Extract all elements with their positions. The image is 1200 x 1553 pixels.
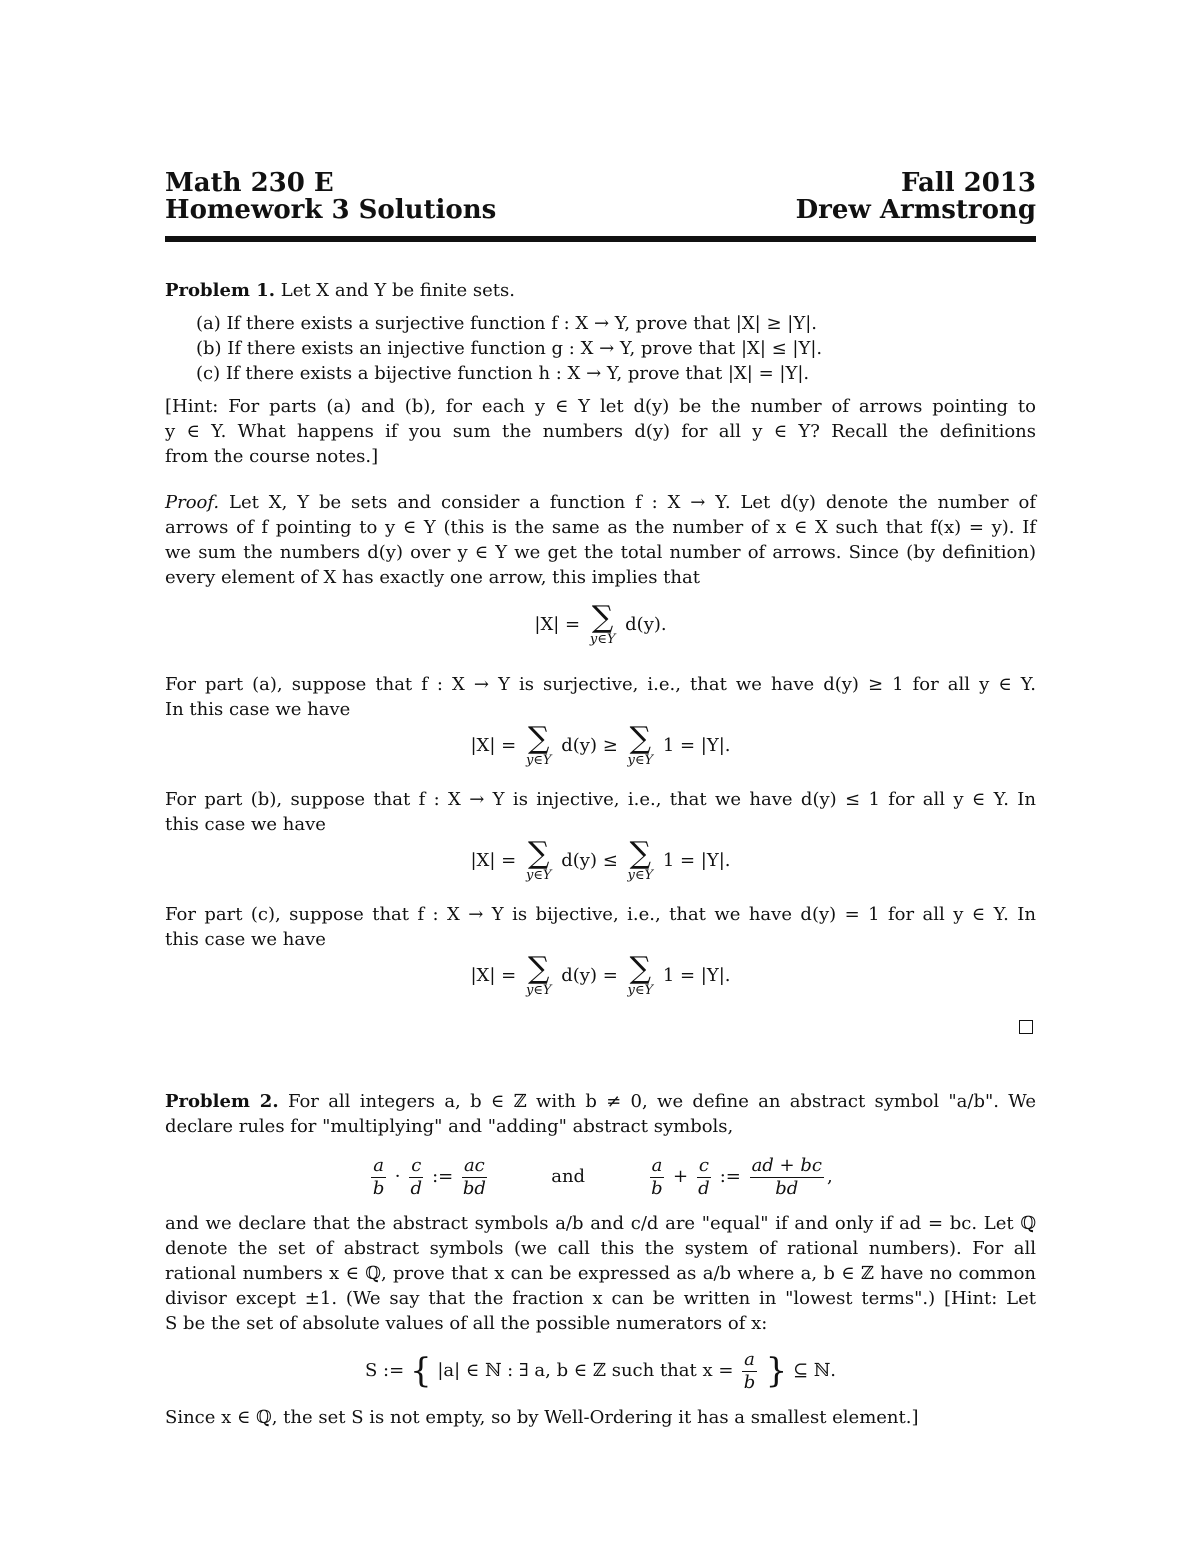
summation-index: y∈Y: [525, 868, 552, 883]
summation: ∑ y∈Y: [525, 951, 552, 998]
problem2-line: denote the set of abstract symbols (we call this the system of rational numbers). For all: [165, 1238, 1036, 1259]
equation-mid: d(y) ≤: [561, 850, 618, 871]
summation-index: y∈Y: [627, 868, 654, 883]
header-rule: [165, 236, 1036, 242]
fraction: $\frac{a}{b}$: [651, 1154, 663, 1199]
part-c-line: this case we have: [165, 929, 326, 950]
summation: ∑ y∈Y: [627, 721, 654, 768]
summation: ∑ y∈Y: [589, 600, 616, 647]
display-equation: [165, 600, 1036, 663]
summation: ∑ y∈Y: [627, 836, 654, 883]
fraction: $\frac{a}{b}$: [743, 1348, 756, 1393]
part-b-line: this case we have: [165, 814, 326, 835]
equation-rhs: 1 = |Y|.: [662, 850, 731, 871]
problem2-line: rational numbers x ∈ ℚ, prove that x can be expressed as a/b where a, b ∈ ℤ have no common: [165, 1263, 1036, 1284]
problem1-item-a: (a) If there exists a surjective function f : X → Y, prove that |X| ≥ |Y|.: [196, 313, 817, 334]
proof-line: we sum the numbers d(y) over y ∈ Y we get the total number of arrows. Since (by definition): [165, 542, 1036, 563]
equation-mid: d(y) ≥: [561, 735, 618, 756]
summation: ∑ y∈Y: [627, 951, 654, 998]
definition-symbol: :=: [432, 1166, 454, 1187]
summation-index: y∈Y: [627, 983, 654, 998]
equation-lhs: |X| =: [470, 735, 517, 756]
summation-index: y∈Y: [589, 632, 616, 647]
set-body: |a| ∈ ℕ : ∃ a, b ∈ ℤ such that x =: [437, 1360, 734, 1381]
display-equation: [165, 721, 1036, 784]
part-a-line: In this case we have: [165, 699, 351, 720]
problem1-statement: [165, 278, 1036, 303]
problem2-line: divisor except ±1. (We say that the fraction x can be written in "lowest terms".) [Hint: Let: [165, 1288, 1036, 1309]
rules-equation: [165, 1152, 1036, 1204]
problem2-text: For all integers a, b ∈ ℤ with b ≠ 0, we define an abstract symbol "a/b". We: [287, 1091, 1036, 1112]
proof-line: arrows of f pointing to y ∈ Y (this is the same as the number of x ∈ X such that f(x) = y). If: [165, 517, 1036, 538]
summation-index: y∈Y: [627, 753, 654, 768]
problem1-item-b: (b) If there exists an injective function g : X → Y, prove that |X| ≤ |Y|.: [196, 338, 823, 359]
problem2-line: declare rules for "multiplying" and "adding" abstract symbols,: [165, 1116, 734, 1137]
problem2-label: Problem 2.: [165, 1091, 279, 1112]
display-equation: [165, 836, 1036, 899]
equation-rhs: d(y).: [625, 614, 667, 635]
fraction: $\frac{ac}{bd}$: [462, 1154, 486, 1199]
set-lhs: S :=: [365, 1360, 405, 1381]
problem1-item-c: (c) If there exists a bijective function h : X → Y, prove that |X| = |Y|.: [196, 363, 810, 384]
qed-square-icon: [1019, 1020, 1033, 1034]
set-equation: [165, 1346, 1036, 1398]
summation: ∑ y∈Y: [525, 836, 552, 883]
hint-line: [Hint: For parts (a) and (b), for each y ∈ Y let d(y) be the number of arrows pointing to: [165, 396, 1036, 417]
left-brace: {: [409, 1351, 432, 1391]
proof-line: [165, 490, 1036, 515]
proof-label: Proof.: [165, 492, 220, 513]
operator: ·: [394, 1166, 401, 1187]
proof-line: every element of X has exactly one arrow, this implies that: [165, 567, 700, 588]
right-brace: }: [765, 1351, 788, 1391]
display-equation: [165, 951, 1036, 1014]
part-c-line: For part (c), suppose that f : X → Y is bijective, i.e., that we have d(y) = 1 for all y ∈ Y. In: [165, 904, 1036, 925]
part-b-line: For part (b), suppose that f : X → Y is injective, i.e., that we have d(y) ≤ 1 for all y ∈ Y. In: [165, 789, 1036, 810]
summation-index: y∈Y: [525, 753, 552, 768]
problem2-line: and we declare that the abstract symbols a/b and c/d are "equal" if and only if ad = bc. Let ℚ: [165, 1213, 1036, 1234]
term: Fall 2013: [900, 168, 1036, 198]
definition-symbol: :=: [719, 1166, 741, 1187]
equation-lhs: |X| =: [470, 850, 517, 871]
punctuation: ,: [826, 1166, 833, 1187]
and-text: and: [551, 1166, 586, 1187]
problem1-intro: Let X and Y be finite sets.: [280, 280, 515, 301]
summation-index: y∈Y: [525, 983, 552, 998]
equation-lhs: |X| =: [470, 965, 517, 986]
hint-line: y ∈ Y. What happens if you sum the numbers d(y) for all y ∈ Y? Recall the definitions: [165, 421, 1036, 442]
problem2-line: S be the set of absolute values of all the possible numerators of x:: [165, 1313, 768, 1334]
author: Drew Armstrong: [795, 195, 1036, 225]
problem1-label: Problem 1.: [165, 280, 276, 301]
fraction: $\frac{a}{b}$: [372, 1154, 385, 1199]
equation-mid: d(y) =: [561, 965, 618, 986]
part-a-line: For part (a), suppose that f : X → Y is surjective, i.e., that we have d(y) ≥ 1 for all y ∈ Y.: [165, 674, 1036, 695]
fraction: $\frac{ad + bc}{bd}$: [751, 1154, 822, 1199]
course-title: Math 230 E: [165, 168, 334, 198]
summation: ∑ y∈Y: [525, 721, 552, 768]
set-tail: ⊆ ℕ.: [793, 1360, 836, 1381]
problem2-statement: [165, 1089, 1036, 1114]
document-title: Homework 3 Solutions: [165, 195, 497, 225]
equation-lhs: |X| =: [534, 614, 581, 635]
hint-line: from the course notes.]: [165, 446, 379, 467]
proof-text: Let X, Y be sets and consider a function f : X → Y. Let d(y) denote the number of: [229, 492, 1036, 513]
equation-rhs: 1 = |Y|.: [662, 965, 731, 986]
problem2-last-line: Since x ∈ ℚ, the set S is not empty, so by Well-Ordering it has a smallest element.]: [165, 1407, 919, 1428]
equation-rhs: 1 = |Y|.: [662, 735, 731, 756]
operator: +: [673, 1166, 689, 1187]
fraction: $\frac{c}{d}$: [698, 1154, 710, 1199]
fraction: $\frac{c}{d}$: [410, 1154, 423, 1199]
